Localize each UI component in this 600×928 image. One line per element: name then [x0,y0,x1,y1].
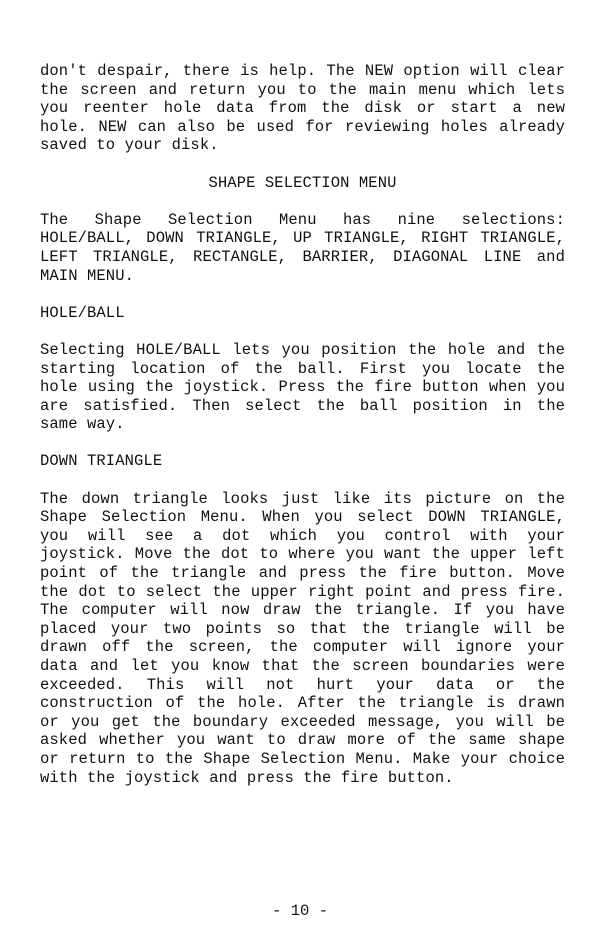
hole-ball-paragraph: Selecting HOLE/BALL lets you position the hole and the starting location of the ball. First you locate the hole using the joystick. Press the fire button when you are satisfied. Then select the ball position in the same way. [40,340,565,434]
spacer [40,155,565,174]
intro-paragraph: don't despair, there is help. The NEW option will clear the screen and return you to the main menu which lets you reenter hole data from the disk or start a new hole. NEW can also be used for reviewing holes already saved to your disk. [40,62,565,155]
spacer [40,434,565,453]
spacer [40,322,565,341]
shape-menu-paragraph: The Shape Selection Menu has nine selections: HOLE/BALL, DOWN TRIANGLE, UP TRIANGLE, RIGHT TRIANGLE, LEFT TRIANGLE, RECTANGLE, BARRIER, DIAGONAL LINE and MAIN MENU. [40,210,565,285]
page-number: - 10 - [272,902,328,920]
down-triangle-heading: DOWN TRIANGLE [40,452,163,471]
down-triangle-paragraph: The down triangle looks just like its picture on the Shape Selection Menu. When you select DOWN TRIANGLE, you will see a dot which you control with your joystick. Move the dot to where you want the upper left point of the triangle and press the fire button. Move the dot to select the upper right point and press fire. The computer will now draw the triangle. If you have placed your two points so that the triangle will be drawn off the screen, the computer will ignore your data and let you know that the screen boundaries were exceeded. This will not hurt your data or the construction of the hole. After the triangle is drawn or you get the boundary exceeded message, you will be asked whether you want to draw more of the same shape or return to the Shape Selection Menu. Make your choice with the joystick and press the fire button. [40,489,565,787]
spacer [40,285,565,304]
manual-page [40,62,565,787]
shape-menu-heading: SHAPE SELECTION MENU [208,173,397,192]
hole-ball-heading: HOLE/BALL [40,303,125,322]
spacer [40,192,565,211]
spacer [40,471,565,490]
